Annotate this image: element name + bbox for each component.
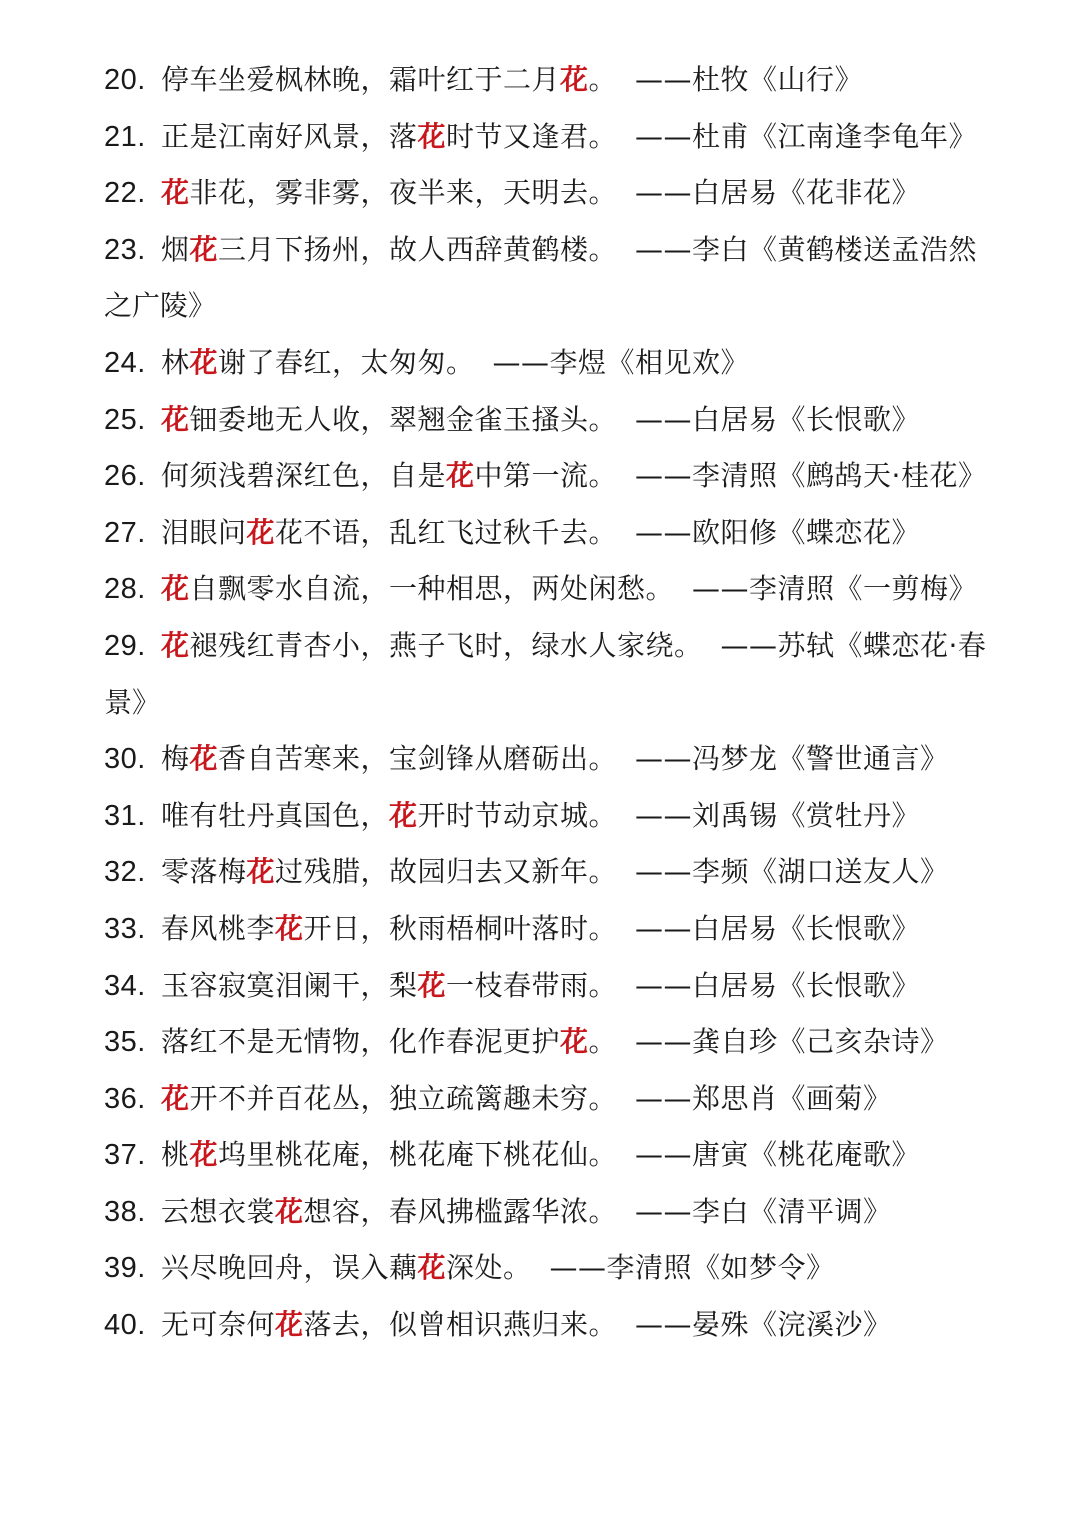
poem-number: 34. bbox=[104, 969, 146, 1002]
poem-source: ——李白《黄鹤楼送孟浩然 bbox=[635, 232, 978, 266]
verse-text-after: 自飘零水自流，一种相思，两处闲愁。 bbox=[189, 572, 675, 606]
verse-text-before: 林 bbox=[161, 345, 190, 379]
poem-number: 28. bbox=[104, 573, 146, 606]
verse-text-after: 落去，似曾相识燕归来。 bbox=[303, 1308, 618, 1342]
highlighted-flower-char: 花 bbox=[417, 1251, 447, 1285]
verse-text-after: 开日，秋雨梧桐叶落时。 bbox=[303, 911, 618, 945]
verse-text-after: 坞里桃花庵，桃花庵下桃花仙。 bbox=[218, 1138, 618, 1172]
verse-text-before: 停车坐爱枫林晚，霜叶红于二月 bbox=[161, 63, 561, 96]
poem-source: ——白居易《长恨歌》 bbox=[635, 402, 921, 436]
highlighted-flower-char: 花 bbox=[389, 798, 418, 832]
poem-source: ——李频《湖口送友人》 bbox=[635, 855, 949, 889]
verse-text-before: 玉容寂寞泪阑干，梨 bbox=[161, 968, 418, 1002]
verse-text-after: 时节又逢君。 bbox=[446, 119, 618, 153]
poem-source: ——龚自珍《己亥杂诗》 bbox=[635, 1025, 949, 1059]
highlighted-flower-char: 花 bbox=[417, 119, 447, 153]
poem-source: ——白居易《花非花》 bbox=[635, 176, 921, 210]
poem-source: ——郑思肖《画菊》 bbox=[635, 1081, 892, 1115]
poem-line bbox=[104, 844, 1004, 901]
poem-line bbox=[104, 1014, 1004, 1071]
highlighted-flower-char: 花 bbox=[189, 1138, 219, 1172]
poem-line bbox=[104, 448, 1004, 505]
highlighted-flower-char: 花 bbox=[246, 515, 276, 549]
poem-line bbox=[104, 618, 1004, 675]
highlighted-flower-char: 花 bbox=[446, 459, 475, 493]
poem-source: ——白居易《长恨歌》 bbox=[635, 911, 921, 945]
poem-number: 37. bbox=[104, 1139, 146, 1172]
poem-line bbox=[104, 958, 1004, 1015]
poem-source: ——李白《清平调》 bbox=[635, 1194, 892, 1228]
verse-text-after: 谢了春红，太匆匆。 bbox=[218, 345, 475, 379]
poem-source: ——刘禹锡《赏牡丹》 bbox=[635, 798, 921, 832]
verse-text-after: 非花，雾非雾，夜半来，天明去。 bbox=[189, 176, 618, 210]
poem-number: 31. bbox=[104, 799, 146, 832]
highlighted-flower-char: 花 bbox=[275, 1308, 304, 1342]
poem-line bbox=[104, 788, 1004, 845]
poem-source: ——李清照《鹧鸪天·桂花》 bbox=[635, 459, 987, 493]
poem-line bbox=[104, 1297, 1004, 1354]
highlighted-flower-char: 花 bbox=[161, 1081, 190, 1115]
poem-number: 29. bbox=[104, 629, 146, 662]
poem-number: 27. bbox=[104, 516, 146, 549]
highlighted-flower-char: 花 bbox=[189, 232, 219, 266]
poem-source: ——李清照《如梦令》 bbox=[549, 1251, 835, 1285]
poem-number: 33. bbox=[104, 912, 146, 945]
poem-line bbox=[104, 1127, 1004, 1184]
verse-text-after: 深处。 bbox=[446, 1251, 532, 1285]
highlighted-flower-char: 花 bbox=[275, 911, 304, 945]
verse-text-after: 开时节动京城。 bbox=[417, 798, 618, 832]
poem-source: ——杜牧《山行》 bbox=[635, 63, 864, 96]
highlighted-flower-char: 花 bbox=[161, 402, 190, 436]
verse-text-before: 云想衣裳 bbox=[161, 1194, 276, 1228]
verse-text-before: 桃 bbox=[161, 1138, 190, 1172]
poem-number: 25. bbox=[104, 403, 146, 436]
poem-source: ——唐寅《桃花庵歌》 bbox=[635, 1138, 921, 1172]
verse-text-before: 落红不是无情物，化作春泥更护 bbox=[161, 1025, 561, 1059]
highlighted-flower-char: 花 bbox=[275, 1194, 304, 1228]
poem-line bbox=[104, 109, 1004, 166]
poem-number: 20. bbox=[104, 64, 146, 96]
poem-list bbox=[104, 52, 1004, 1354]
verse-text-after: 想容，春风拂槛露华浓。 bbox=[303, 1194, 618, 1228]
poem-line bbox=[104, 1184, 1004, 1241]
poem-line bbox=[104, 1240, 1004, 1297]
verse-text-after: 开不并百花丛，独立疏篱趣未穷。 bbox=[189, 1081, 618, 1115]
poem-line bbox=[104, 901, 1004, 958]
verse-text-before: 无可奈何 bbox=[161, 1308, 276, 1342]
poem-source: ——李清照《一剪梅》 bbox=[692, 572, 978, 606]
poem-line bbox=[104, 561, 1004, 618]
verse-text-before: 零落梅 bbox=[161, 855, 247, 889]
highlighted-flower-char: 花 bbox=[560, 63, 589, 96]
poem-line bbox=[104, 335, 1004, 392]
verse-text-before: 唯有牡丹真国色， bbox=[161, 798, 390, 832]
verse-text-before: 烟 bbox=[161, 232, 190, 266]
poem-line bbox=[104, 222, 1004, 279]
poem-number: 32. bbox=[104, 856, 146, 889]
poem-source: ——李煜《相见欢》 bbox=[492, 345, 750, 379]
poem-line bbox=[104, 392, 1004, 449]
verse-text-after: 花不语，乱红飞过秋千去。 bbox=[275, 515, 618, 549]
poem-number: 38. bbox=[104, 1195, 146, 1228]
verse-text-after: 香自苦寒来，宝剑锋从磨砺出。 bbox=[218, 742, 618, 776]
poem-line bbox=[104, 165, 1004, 222]
poem-source-continuation: 之广陵》 bbox=[104, 289, 217, 323]
verse-text-before: 泪眼问 bbox=[161, 515, 247, 549]
verse-text-after: 三月下扬州，故人西辞黄鹤楼。 bbox=[218, 232, 618, 266]
poem-number: 24. bbox=[104, 346, 146, 379]
poem-line bbox=[104, 731, 1004, 788]
verse-text-before: 春风桃李 bbox=[161, 911, 276, 945]
poem-source: ——白居易《长恨歌》 bbox=[635, 968, 921, 1002]
poem-source-continuation: 景》 bbox=[104, 685, 161, 719]
poem-number: 40. bbox=[104, 1309, 146, 1342]
highlighted-flower-char: 花 bbox=[161, 572, 190, 606]
poem-source: ——冯梦龙《警世通言》 bbox=[635, 742, 949, 776]
highlighted-flower-char: 花 bbox=[560, 1025, 589, 1059]
verse-text-after: 褪残红青杏小，燕子飞时，绿水人家绕。 bbox=[189, 628, 703, 662]
poem-number: 21. bbox=[104, 120, 146, 153]
poem-line bbox=[104, 1071, 1004, 1128]
verse-text-after: 。 bbox=[588, 63, 618, 96]
poem-source: ——杜甫《江南逢李龟年》 bbox=[635, 119, 978, 153]
poem-source: ——晏殊《浣溪沙》 bbox=[635, 1308, 892, 1342]
poem-number: 36. bbox=[104, 1082, 146, 1115]
verse-text-after: 一枝春带雨。 bbox=[446, 968, 618, 1002]
verse-text-after: 过残腊，故园归去又新年。 bbox=[275, 855, 618, 889]
verse-text-before: 何须浅碧深红色，自是 bbox=[161, 459, 447, 493]
poem-number: 26. bbox=[104, 460, 146, 493]
highlighted-flower-char: 花 bbox=[246, 855, 276, 889]
verse-text-after: 。 bbox=[588, 1025, 618, 1059]
highlighted-flower-char: 花 bbox=[417, 968, 447, 1002]
poem-number: 30. bbox=[104, 743, 146, 776]
highlighted-flower-char: 花 bbox=[161, 628, 190, 662]
highlighted-flower-char: 花 bbox=[189, 345, 219, 379]
highlighted-flower-char: 花 bbox=[161, 176, 190, 210]
verse-text-after: 中第一流。 bbox=[474, 459, 618, 493]
poem-line bbox=[104, 505, 1004, 562]
verse-text-before: 兴尽晚回舟，误入藕 bbox=[161, 1251, 418, 1285]
highlighted-flower-char: 花 bbox=[189, 742, 219, 776]
poem-source: ——苏轼《蝶恋花·春 bbox=[720, 628, 987, 662]
poem-number: 23. bbox=[104, 233, 146, 266]
verse-text-before: 正是江南好风景，落 bbox=[161, 119, 418, 153]
poem-source: ——欧阳修《蝶恋花》 bbox=[635, 515, 921, 549]
verse-text-after: 钿委地无人收，翠翘金雀玉搔头。 bbox=[189, 402, 618, 436]
poem-number: 35. bbox=[104, 1026, 146, 1059]
poem-number: 39. bbox=[104, 1252, 146, 1285]
poem-line bbox=[104, 52, 1004, 109]
verse-text-before: 梅 bbox=[161, 742, 190, 776]
poem-number: 22. bbox=[104, 177, 146, 210]
